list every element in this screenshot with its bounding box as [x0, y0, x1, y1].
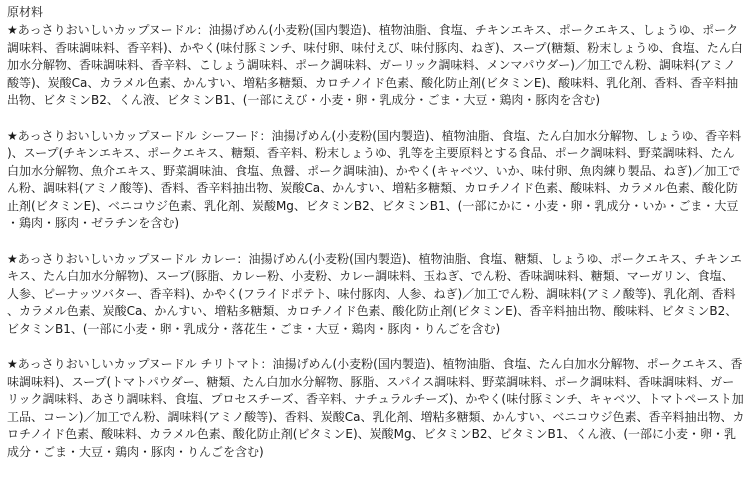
ingredients-section-seafood: ★あっさりおいしいカップヌードル シーフード：油揚げめん(小麦粉(国内製造)、植物油脂、食塩、たん白加水分解物、しょうゆ、香辛料)、スープ(チキンエキス、ポークエキス、糖類、香辛料、粉末しょうゆ、乳等を主要原料とする食品、ポーク調味料、野菜調味料、たん白加水分解物、魚介エキス、野菜調味油、食塩、魚醤、ポーク調味油)、かやく(キャベツ、いか、味付卵、魚肉練り製品、ねぎ)／加工でん粉、調味料(アミノ酸等)、香料、香辛料抽出物、炭酸Ca、かんすい、増粘多糖類、カロチノイド色素、酸味料、カラメル色素、酸化防止剤(ビタミンE)、ベニコウジ色素、乳化剤、炭酸Mg、ビタミンB2、ビタミンB1、(一部にかに・小麦・卵・乳成分・いか・ごま・大豆・鶏肉・豚肉・ゼラチンを含む) [7, 128, 742, 230]
ingredients-section-curry: ★あっさりおいしいカップヌードル カレー：油揚げめん(小麦粉(国内製造)、植物油脂、食塩、糖類、しょうゆ、ポークエキス、チキンエキス、たん白加水分解物)、スープ(豚脂、カレー粉、小麦粉、カレー調味料、玉ねぎ、でん粉、香味調味料、糖類、マーガリン、食塩、人参、ピーナッツバター、香辛料)、かやく(フライドポテト、味付豚肉、人参、ねぎ)／加工でん粉、調味料(アミノ酸等)、乳化剤、香料、カラメル色素、炭酸Ca、かんすい、増粘多糖類、カロチノイド色素、酸化防止剤(ビタミンE)、香辛料抽出物、酸味料、ビタミンB2、ビタミンB1、(一部に小麦・卵・乳成分・落花生・ごま・大豆・鶏肉・豚肉・りんごを含む) [7, 251, 742, 336]
ingredients-section-regular: ★あっさりおいしいカップヌードル：油揚げめん(小麦粉(国内製造)、植物油脂、食塩、チキンエキス、ポークエキス、しょうゆ、ポーク調味料、香味調味料、香辛料)、かやく(味付豚ミンチ、味付卵、味付えび、味付豚肉、ねぎ)、スープ(糖類、粉末しょうゆ、食塩、たん白加水分解物、香味調味料、香辛料、こしょう調味料、ポーク調味料、ガーリック調味料、メンマパウダー)／加工でん粉、調味料(アミノ酸等)、炭酸Ca、カラメル色素、かんすい、増粘多糖類、カロチノイド色素、酸化防止剤(ビタミンE)、酸味料、乳化剤、香料、香辛料抽出物、ビタミンB2、くん液、ビタミンB1、(一部にえび・小麦・卵・乳成分・ごま・大豆・鶏肉・豚肉を含む) [7, 23, 743, 107]
ingredients-heading: 原材料 [7, 5, 44, 19]
ingredients-document [7, 4, 745, 479]
ingredients-section-chili-tomato: ★あっさりおいしいカップヌードル チリトマト：油揚げめん(小麦粉(国内製造)、植物油脂、食塩、たん白加水分解物、ポークエキス、香味調味料)、スープ(トマトパウダー、糖類、たん白加水分解物、豚脂、スパイス調味料、野菜調味料、ポーク調味料、香味調味料、ガーリック調味料、あさり調味料、食塩、プロセスチーズ、香辛料、ナチュラルチーズ)、かやく(味付豚ミンチ、キャベツ、トマトペースト加工品、コーン)／加工でん粉、調味料(アミノ酸等)、香料、炭酸Ca、乳化剤、増粘多糖類、かんすい、ベニコウジ色素、香辛料抽出物、カロチノイド色素、酸味料、カラメル色素、酸化防止剤(ビタミンE)、炭酸Mg、ビタミンB2、ビタミンB1、くん液、(一部に小麦・卵・乳成分・ごま・大豆・鶏肉・豚肉・りんごを含む) [7, 357, 745, 459]
